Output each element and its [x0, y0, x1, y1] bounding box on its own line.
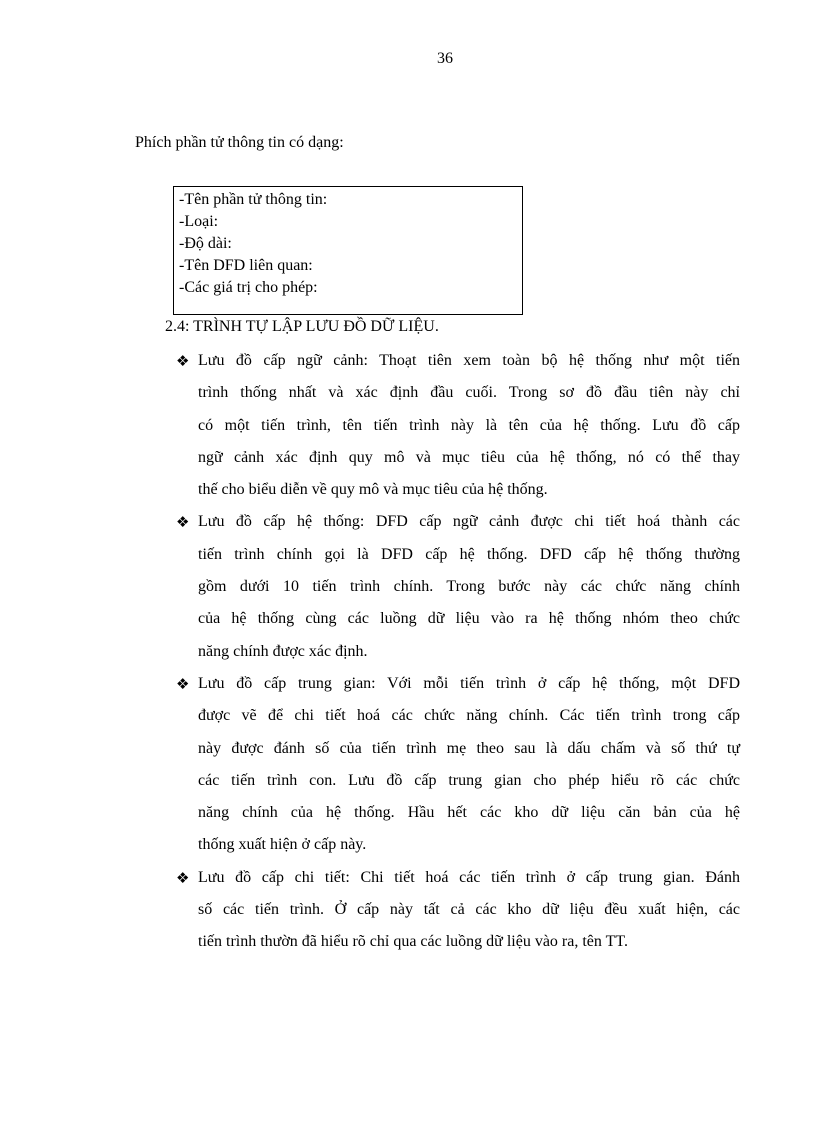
diamond-bullet-icon: ❖	[176, 513, 190, 532]
bullet-line: tiến trình chính gọi là DFD cấp hệ thống. DFD cấp hệ thống thường	[198, 545, 740, 563]
section-heading: 2.4: TRÌNH TỰ LẬP LƯU ĐỒ DỮ LIỆU.	[165, 318, 439, 335]
bullet-line: gồm dưới 10 tiến trình chính. Trong bước này các chức năng chính	[198, 578, 740, 596]
info-field-length: -Độ dài:	[179, 235, 232, 252]
bullet-line: Lưu đồ cấp trung gian: Với mỗi tiến trình ở cấp hệ thống, một DFD	[198, 674, 740, 692]
bullet-line: năng chính của hệ thống. Hầu hết các kho dữ liệu căn bản của hệ	[198, 804, 740, 822]
bullet-line: được vẽ để chi tiết hoá các chức năng chính. Các tiến trình trong cấp	[198, 707, 740, 725]
bullet-line: này được đánh số của tiến trình mẹ theo sau là dấu chấm và số thứ tự	[198, 739, 740, 757]
bullet-line: có một tiến trình, tên tiến trình này là tên của hệ thống. Lưu đồ cấp	[198, 416, 740, 434]
info-field-name: -Tên phần tử thông tin:	[179, 191, 328, 208]
info-field-type: -Loại:	[179, 213, 219, 230]
bullet-line: thống xuất hiện ở cấp này.	[198, 836, 367, 854]
bullet-line: tiến trình thườn đã hiểu rõ chỉ qua các luồng dữ liệu vào ra, tên TT.	[198, 933, 628, 951]
bullet-intermediate-level	[176, 668, 740, 862]
bullet-line: Lưu đồ cấp ngữ cảnh: Thoạt tiên xem toàn bộ hệ thống như một tiến	[198, 352, 740, 369]
bullet-detail-level	[176, 862, 740, 959]
bullet-list	[176, 345, 740, 959]
bullet-context-level	[176, 345, 740, 506]
bullet-line: năng chính được xác định.	[198, 642, 368, 660]
bullet-line: Lưu đồ cấp hệ thống: DFD cấp ngữ cảnh được chi tiết hoá thành các	[198, 513, 740, 531]
intro-text: Phích phần tử thông tin có dạng:	[135, 134, 344, 151]
bullet-line: thế cho biểu diễn về quy mô và mục tiêu của hệ thống.	[198, 481, 548, 499]
diamond-bullet-icon: ❖	[176, 352, 190, 370]
bullet-line: số các tiến trình. Ở cấp này tất cả các kho dữ liệu đều xuất hiện, các	[198, 901, 740, 919]
diamond-bullet-icon: ❖	[176, 674, 190, 693]
info-field-related-dfd: -Tên DFD liên quan:	[179, 257, 313, 274]
bullet-line: của hệ thống cùng các luồng dữ liệu vào ra hệ thống nhóm theo chức	[198, 610, 740, 628]
bullet-line: các tiến trình con. Lưu đồ cấp trung gian cho phép hiểu rõ các chức	[198, 771, 740, 789]
bullet-line: trình thống nhất và xác định đầu cuối. Trong sơ đồ đầu tiên này chỉ	[198, 384, 740, 402]
bullet-line: Lưu đồ cấp chi tiết: Chi tiết hoá các tiến trình ở cấp trung gian. Đánh	[198, 868, 740, 886]
page-number: 36	[437, 50, 453, 67]
bullet-line: ngữ cảnh xác định quy mô và mục tiêu của hệ thống, nó có thể thay	[198, 448, 740, 466]
info-field-allowed-values: -Các giá trị cho phép:	[179, 279, 318, 296]
diamond-bullet-icon: ❖	[176, 868, 190, 887]
info-element-card	[173, 186, 523, 315]
bullet-system-level	[176, 506, 740, 667]
